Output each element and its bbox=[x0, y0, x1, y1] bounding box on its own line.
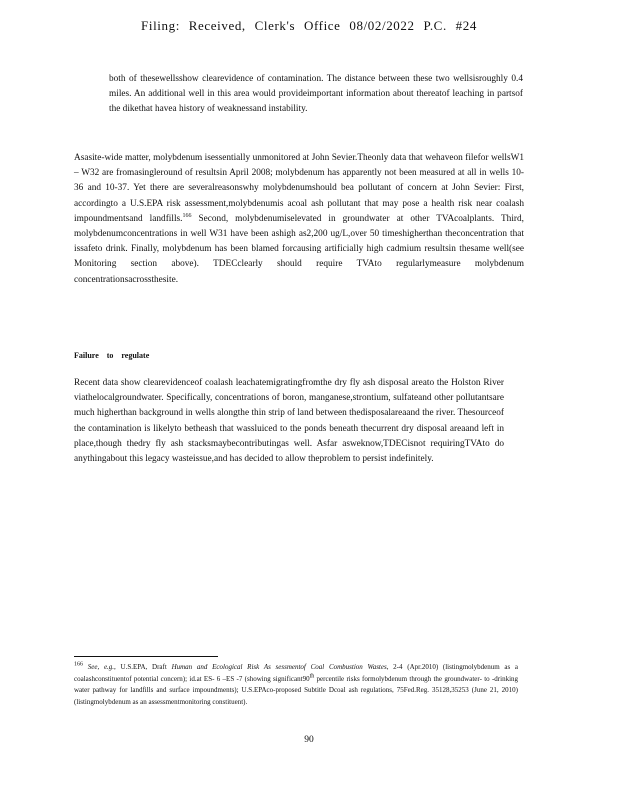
footnote-reference[interactable]: 166 bbox=[182, 212, 192, 219]
continuation-paragraph: both of thesewellsshow clearevidence of contamination. The distance between these two wellsisroughly 0.4 miles. An additional well in this area would provideimportant information about thereatof leaching in partsof the dikethat havea history of weaknessand instability. bbox=[109, 74, 523, 115]
footnote-see: See, bbox=[87, 663, 100, 671]
footnote-number: 166 bbox=[74, 661, 83, 668]
footnote-166 bbox=[74, 662, 518, 708]
footnote-authority: , U.S.EPA, bbox=[114, 663, 148, 671]
footnote-report-title: Human and Ecological Risk As sessmentof Coal Combustion Wastes bbox=[171, 663, 387, 671]
footnote-citation-rest: percentile risks formolybdenum through the groundwater- to -drinking water pathway for landfills and surface impoundments); U.S.EPAco-proposed Subtitle Dcoal ash regulations, 75Fed.Reg. 35128,35253 (June 21, 2010) (listingmolybdenum as an assessmentmonitoring constituent). bbox=[74, 674, 519, 706]
footnote-citation: , 2-4 (Apr.2010) (listingmolybdenum as a coalashconstituentof potential concern); id.at ES- 6 –ES -7 (showing significant90 bbox=[74, 663, 519, 683]
footnote-divider bbox=[74, 656, 218, 657]
footnote-eg: e.g. bbox=[103, 663, 115, 671]
molybdenum-paragraph bbox=[74, 151, 524, 288]
failure-paragraph: Recent data show clearevidenceof coalash leachatemigratingfromthe dry fly ash disposal areato the Holston River viathelocalgroundwater. Specifically, concentrations of boron, manganese,strontium, sulfateand other pollutantsare much higherthan background in wells alongthe thin strip of land between thedisposalareaand the river. Thesourceof the contamination is likelyto betheash that wassluiced to the ponds beneath thecurrent dry disposal areaand left in place,though thedry fly ash stacksmaybecontributingas well. Asfar asweknow,TDECisnot requiringTVAto do anythingabout this legacy wasteissue,and has decided to allow theproblem to persist indefinitely. bbox=[74, 378, 504, 465]
page-number: 90 bbox=[304, 735, 314, 745]
molybdenum-text-part2: Second, molybdenumiselevated in groundwater at other TVAcoalplants. Third, molybdenumconcentrations in well W31 have been ashigh as2,200 ug/L,over 50 timeshigherthan theconcentration that issafeto drink. Finally, molybdenum has been blamed forcausing artificially high cadmium resultsin thesame well(see Monitoring section above). TDECclearly should require TVAto regularlymeasure molybdenum concentrationsacrossthesite. bbox=[74, 213, 524, 285]
footnote-ordinal-superscript: th bbox=[309, 673, 315, 680]
filing-stamp-header: Filing: Received, Clerk's Office 08/02/2022 P.C. #24 bbox=[141, 18, 477, 33]
molybdenum-text-part1: Asasite-wide matter, molybdenum isessentially unmonitored at John Sevier.Theonly data that wehaveon filefor wellsW1 – W32 are fromasingleround of resultsin April 2008; molybdenum has apparently not been measured at all in wells 10-36 and 10-37. Yet there are severalreasonswhy molybdenumshould bea pollutant of concern at John Sevier: First, accordingto a U.S.EPA risk assessment,molybdenumis acoal ash pollutant that may pose a health risk near coalash impoundmentsand landfills. bbox=[74, 153, 524, 224]
footnote-draft: Draft bbox=[152, 663, 167, 671]
section-heading-failure-to-regulate: Failure to regulate bbox=[74, 351, 150, 360]
